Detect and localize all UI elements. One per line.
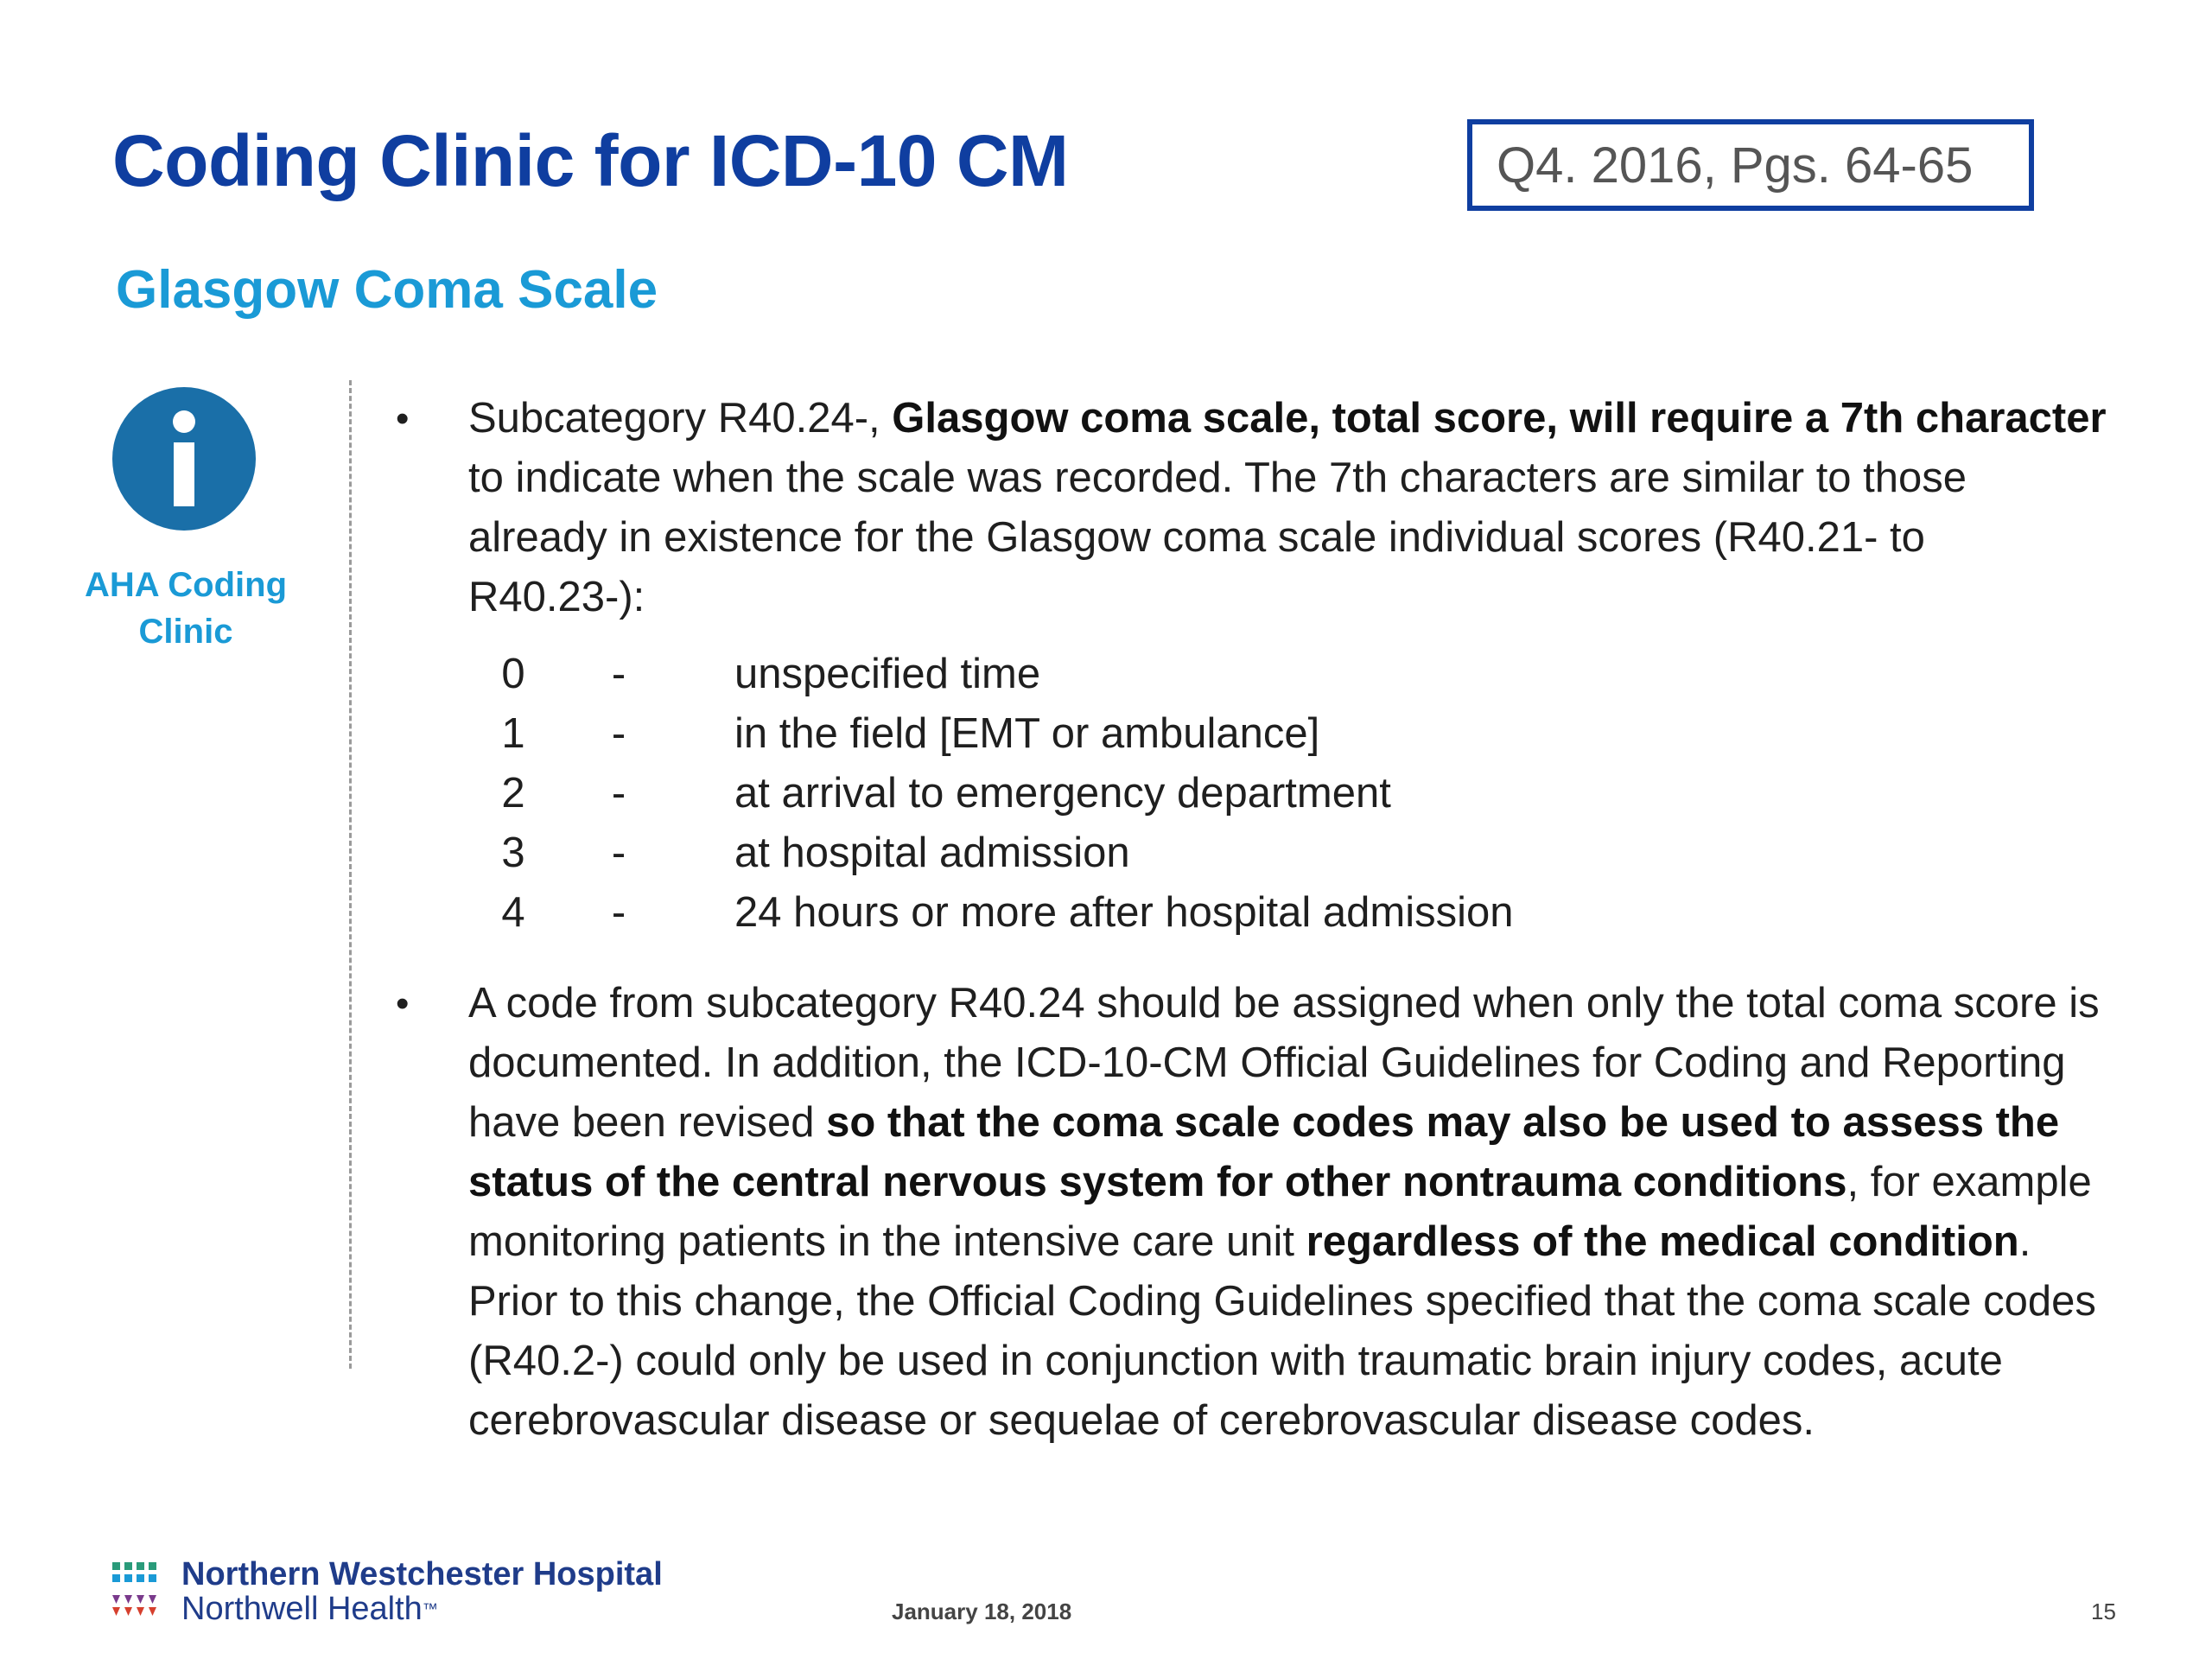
code-value: 3 bbox=[501, 830, 525, 876]
bullet-item bbox=[396, 389, 2107, 627]
code-separator: - bbox=[611, 710, 626, 757]
code-separator: - bbox=[611, 770, 626, 817]
bullet-marker: • bbox=[396, 397, 410, 440]
code-value: 4 bbox=[501, 889, 525, 936]
code-description: in the field [EMT or ambulance] bbox=[734, 710, 1320, 757]
footer-logo bbox=[112, 1557, 663, 1626]
code-separator: - bbox=[611, 830, 626, 876]
dashed-divider bbox=[349, 380, 352, 1369]
code-value: 1 bbox=[501, 710, 525, 757]
health-system-name: Northwell Health™ bbox=[181, 1591, 438, 1627]
bullet-text: Subcategory R40.24-, Glasgow coma scale, total score, will require a 7th character to indicate when the scale was recorded. The 7th characters are similar to those already in existence for the Glasgow coma scale individual scores (R40.21- to R40.23-): bbox=[468, 395, 2107, 620]
reference-box: Q4. 2016, Pgs. 64-65 bbox=[1467, 119, 2034, 211]
trademark: ™ bbox=[422, 1600, 438, 1618]
code-value: 2 bbox=[501, 770, 525, 817]
source-label: AHA Coding Clinic bbox=[84, 566, 288, 651]
code-separator: - bbox=[611, 889, 626, 936]
bullet-item bbox=[396, 974, 2107, 1451]
code-row bbox=[468, 704, 2107, 764]
code-description: at arrival to emergency department bbox=[734, 770, 1391, 817]
slide-content bbox=[396, 389, 2107, 1451]
seventh-character-list bbox=[468, 645, 2107, 943]
code-separator: - bbox=[611, 651, 626, 697]
code-row bbox=[468, 645, 2107, 704]
bullet-marker: • bbox=[396, 982, 410, 1025]
code-row bbox=[468, 764, 2107, 823]
code-row bbox=[468, 823, 2107, 883]
slide-title: Coding Clinic for ICD-10 CM bbox=[112, 120, 1069, 201]
code-description: 24 hours or more after hospital admission bbox=[734, 889, 1514, 936]
code-value: 0 bbox=[501, 651, 525, 697]
code-description: unspecified time bbox=[734, 651, 1041, 697]
hospital-name: Northern Westchester Hospital bbox=[181, 1556, 663, 1592]
logo-text bbox=[181, 1557, 663, 1626]
slide-subtitle: Glasgow Coma Scale bbox=[116, 260, 658, 320]
code-row bbox=[468, 883, 2107, 943]
info-icon bbox=[112, 387, 256, 531]
northwell-logo-icon bbox=[112, 1560, 173, 1623]
page-number: 15 bbox=[2091, 1599, 2116, 1624]
code-description: at hospital admission bbox=[734, 830, 1130, 876]
bullet-text: A code from subcategory R40.24 should be assigned when only the total coma score is documented. In addition, the ICD-10-CM Official Guidelines for Coding and Reporting have been revised so that the coma scale codes may also be used to assess the status of the central nervous system for other nontrauma conditions, for example monitoring patients in the intensive care unit regardless of the medical condition. Prior to this change, the Official Coding Guidelines specified that the coma scale codes (R40.2-) could only be used in conjunction with traumatic brain injury codes, acute cerebrovascular disease or sequelae of cerebrovascular disease codes. bbox=[468, 980, 2100, 1444]
footer-date: January 18, 2018 bbox=[892, 1599, 1072, 1624]
